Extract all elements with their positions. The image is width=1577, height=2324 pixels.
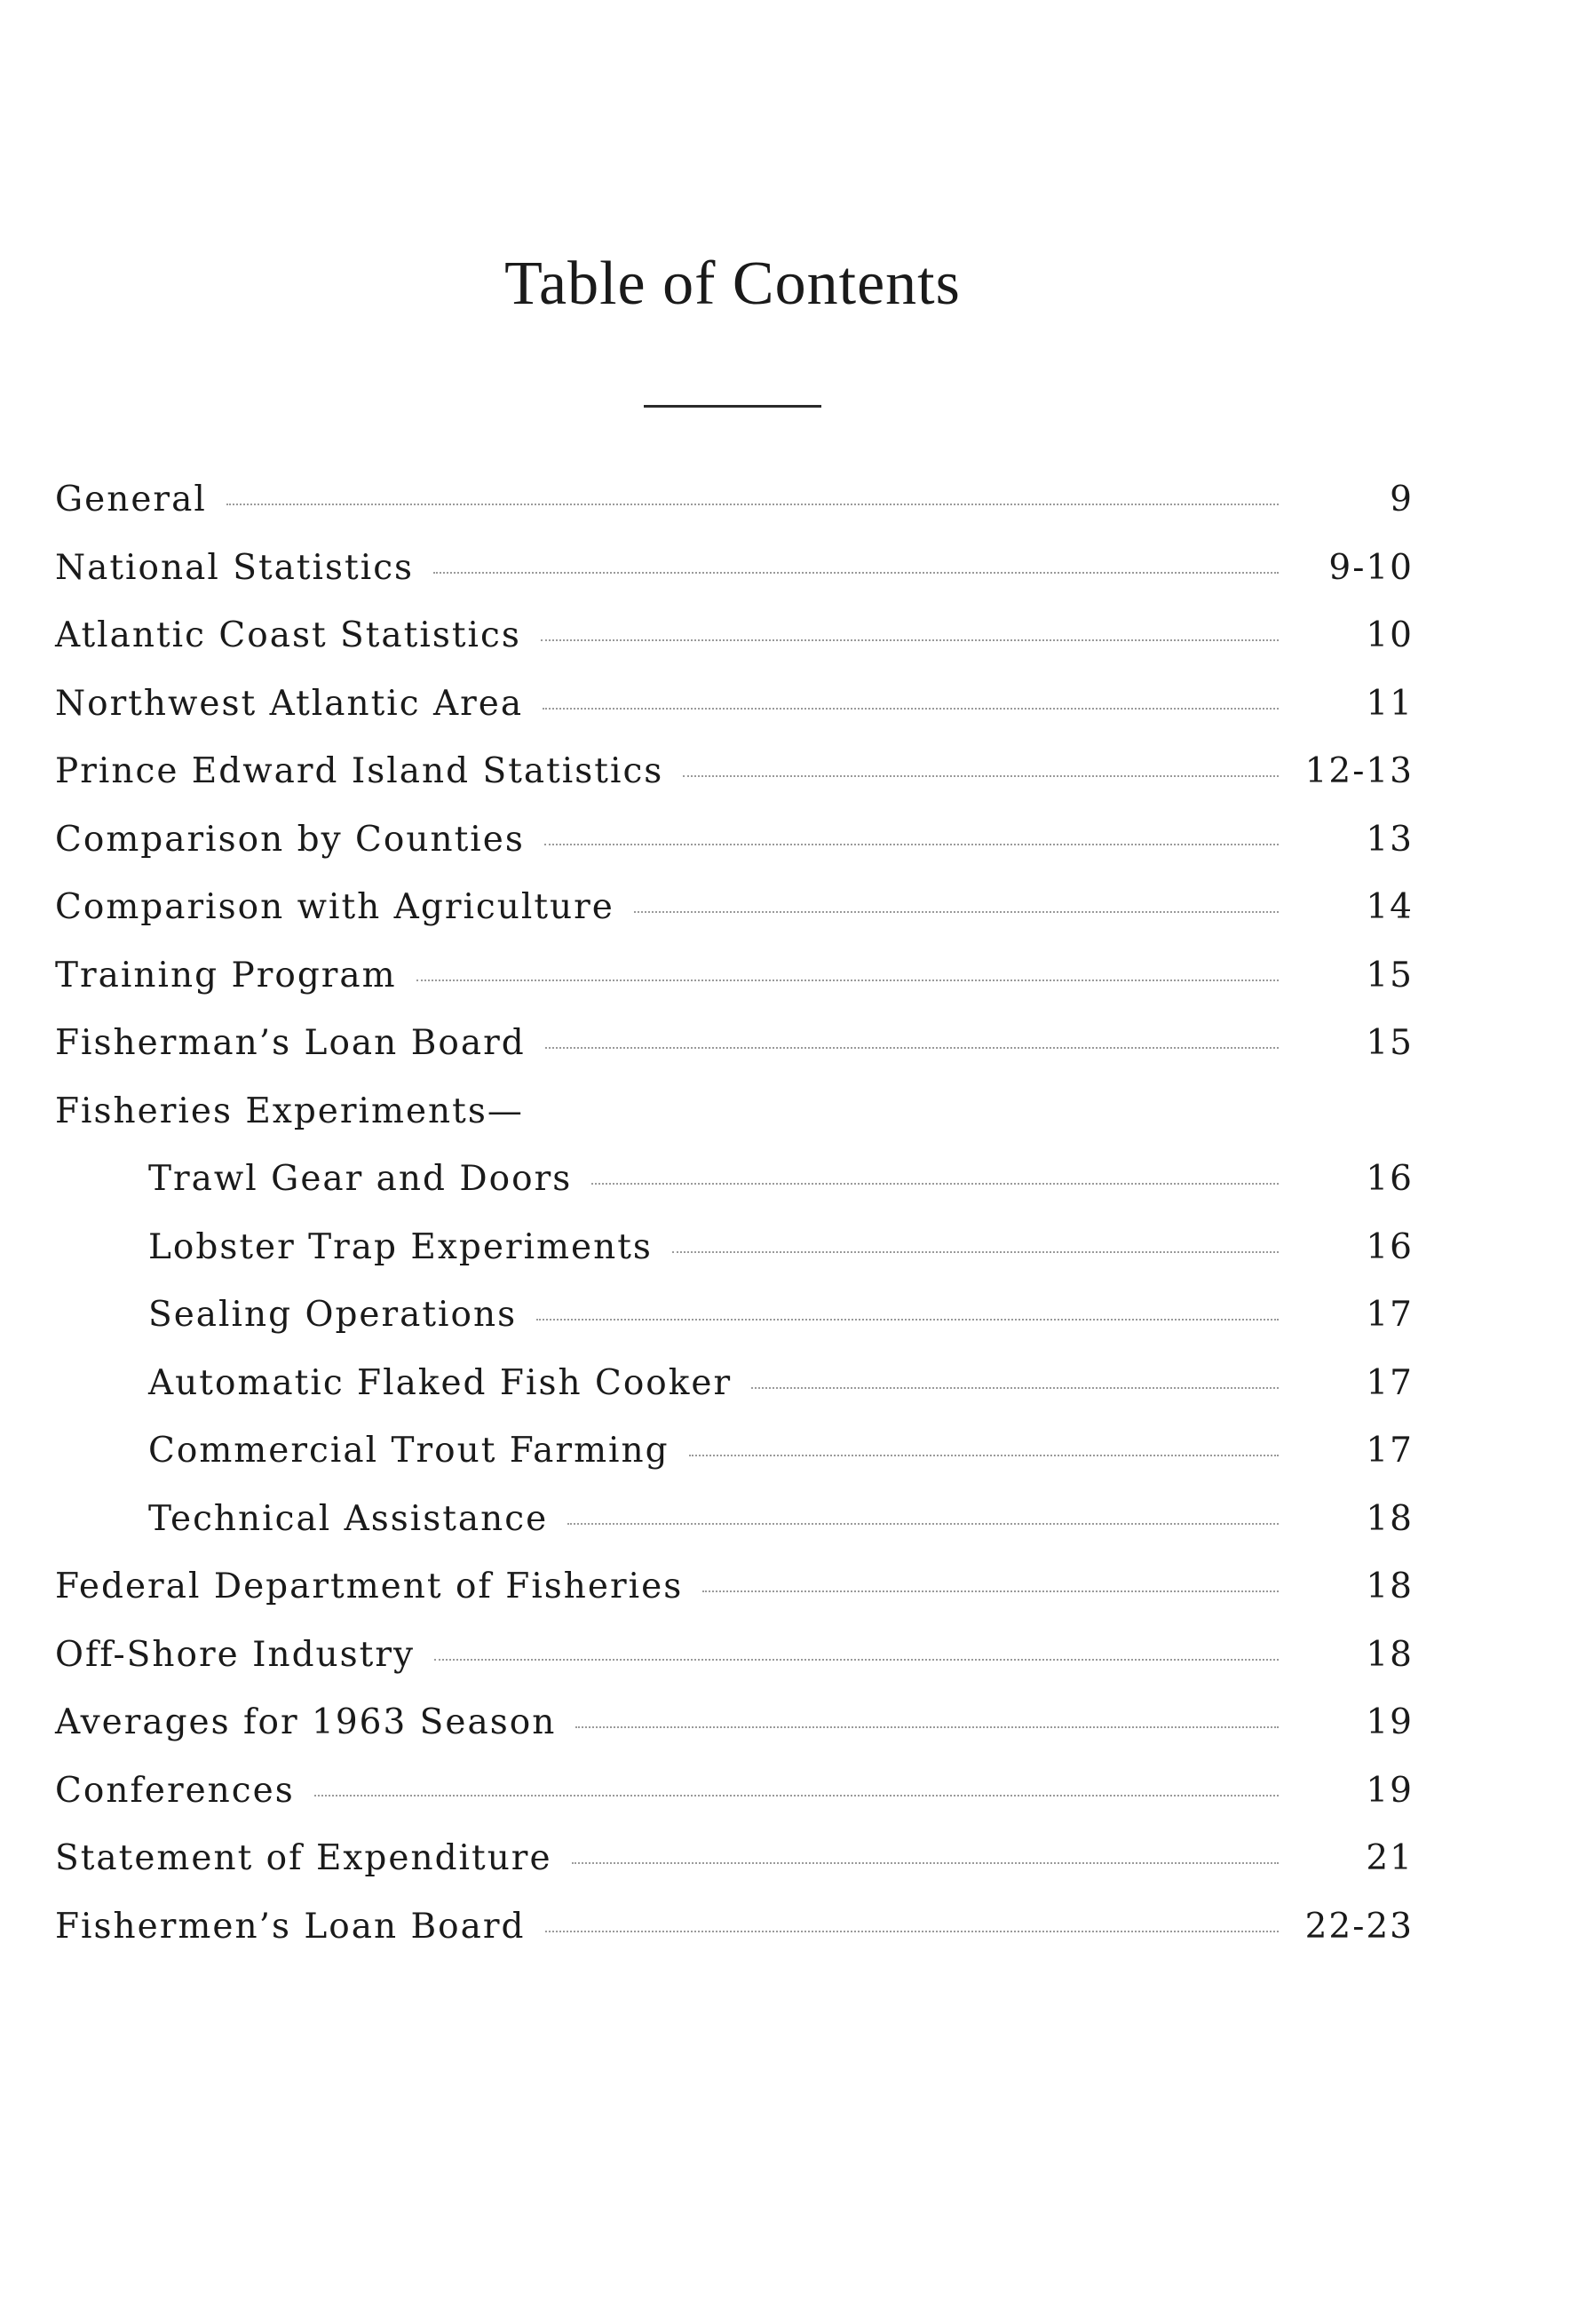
toc-entry (55, 684, 1414, 752)
dot-leader (416, 980, 1279, 981)
toc-entry-page: 17 (1366, 1431, 1414, 1471)
toc-subentry (55, 1499, 1414, 1567)
toc-entry-label: Technical Assistance (148, 1498, 549, 1539)
toc-entry-label: Fishermen’s Loan Board (55, 1906, 526, 1947)
dot-leader (683, 775, 1279, 777)
toc-entry-label: Automatic Flaked Fish Cooker (148, 1362, 733, 1403)
toc-entry-page: 15 (1366, 955, 1414, 995)
toc-entry-page: 18 (1366, 1498, 1414, 1539)
toc-entry-page: 14 (1366, 887, 1414, 927)
toc-entry-label: Trawl Gear and Doors (148, 1159, 573, 1199)
toc-entry (55, 1838, 1414, 1907)
toc-entry (55, 1023, 1414, 1091)
dot-leader (672, 1251, 1279, 1253)
toc-entry (55, 480, 1414, 548)
toc-entry-label: Prince Edward Island Statistics (55, 751, 664, 791)
toc-entry-label: Sealing Operations (148, 1295, 518, 1335)
toc-entry-label: Off-Shore Industry (55, 1634, 416, 1675)
page-title: Table of Contents (504, 250, 961, 318)
toc-entry (55, 956, 1414, 1024)
toc-entry-page: 15 (1366, 1023, 1414, 1063)
toc-entry-label: Averages for 1963 Season (55, 1702, 557, 1742)
toc-entry-page: 16 (1366, 1159, 1414, 1199)
dot-leader (226, 504, 1279, 505)
dot-leader (702, 1590, 1279, 1592)
toc-entry (55, 1635, 1414, 1703)
toc-entry-label: Fisherman’s Loan Board (55, 1023, 526, 1063)
toc-entry (55, 1771, 1414, 1839)
table-of-contents (55, 480, 1414, 1974)
dot-leader (634, 911, 1279, 913)
toc-entry (55, 1702, 1414, 1771)
toc-entry-label: Fisheries Experiments— (55, 1091, 524, 1131)
toc-entry (55, 1567, 1414, 1635)
toc-entry-label: Statement of Expenditure (55, 1838, 552, 1878)
toc-entry-label: Comparison with Agriculture (55, 887, 614, 927)
toc-entry-page: 16 (1366, 1226, 1414, 1267)
dot-leader (572, 1862, 1279, 1864)
dot-leader (536, 1319, 1279, 1321)
dot-leader (545, 1931, 1279, 1932)
toc-entry (55, 820, 1414, 888)
dot-leader (689, 1455, 1279, 1456)
dot-leader (541, 639, 1279, 641)
toc-entry-label: National Statistics (55, 547, 415, 588)
toc-entry-label: Atlantic Coast Statistics (55, 615, 521, 655)
dot-leader (545, 1047, 1279, 1049)
toc-entry-label: General (55, 480, 207, 520)
toc-entry-page: 17 (1366, 1295, 1414, 1335)
toc-entry-page: 19 (1366, 1770, 1414, 1811)
dot-leader (543, 708, 1279, 710)
toc-entry (55, 548, 1414, 616)
toc-entry-page: 22-23 (1304, 1906, 1414, 1947)
toc-entry (55, 615, 1414, 684)
toc-entry-label: Federal Department of Fisheries (55, 1567, 684, 1606)
toc-entry-label: Lobster Trap Experiments (148, 1226, 653, 1267)
toc-section-heading (55, 1091, 1414, 1160)
toc-entry-page: 17 (1366, 1362, 1414, 1403)
toc-entry-label: Conferences (55, 1770, 295, 1811)
toc-entry-page: 9-10 (1328, 547, 1414, 588)
toc-entry-page: 13 (1366, 819, 1414, 860)
dot-leader (434, 1659, 1279, 1661)
dot-leader (544, 844, 1279, 845)
toc-entry (55, 887, 1414, 956)
toc-entry-label: Comparison by Counties (55, 819, 525, 860)
dot-leader (567, 1523, 1279, 1525)
toc-entry-page: 11 (1366, 683, 1414, 724)
toc-entry-page: 10 (1366, 615, 1414, 655)
dot-leader (433, 572, 1279, 574)
dot-leader (591, 1183, 1279, 1185)
toc-entry-page: 9 (1390, 480, 1414, 520)
toc-subentry (55, 1159, 1414, 1227)
dot-leader (751, 1387, 1279, 1389)
title-divider (644, 405, 821, 408)
toc-subentry (55, 1295, 1414, 1363)
dot-leader (314, 1795, 1279, 1797)
toc-entry (55, 1907, 1414, 1975)
toc-entry-label: Northwest Atlantic Area (55, 683, 524, 724)
toc-subentry (55, 1431, 1414, 1499)
toc-entry-label: Training Program (55, 955, 397, 995)
toc-subentry (55, 1227, 1414, 1296)
toc-entry-page: 19 (1366, 1702, 1414, 1742)
toc-subentry (55, 1363, 1414, 1432)
toc-entry-label: Commercial Trout Farming (148, 1431, 670, 1471)
toc-entry-page: 18 (1366, 1567, 1414, 1606)
toc-entry-page: 12-13 (1304, 751, 1414, 791)
toc-entry (55, 751, 1414, 820)
dot-leader (575, 1726, 1279, 1728)
toc-entry-page: 18 (1366, 1634, 1414, 1675)
toc-entry-page: 21 (1366, 1838, 1414, 1878)
